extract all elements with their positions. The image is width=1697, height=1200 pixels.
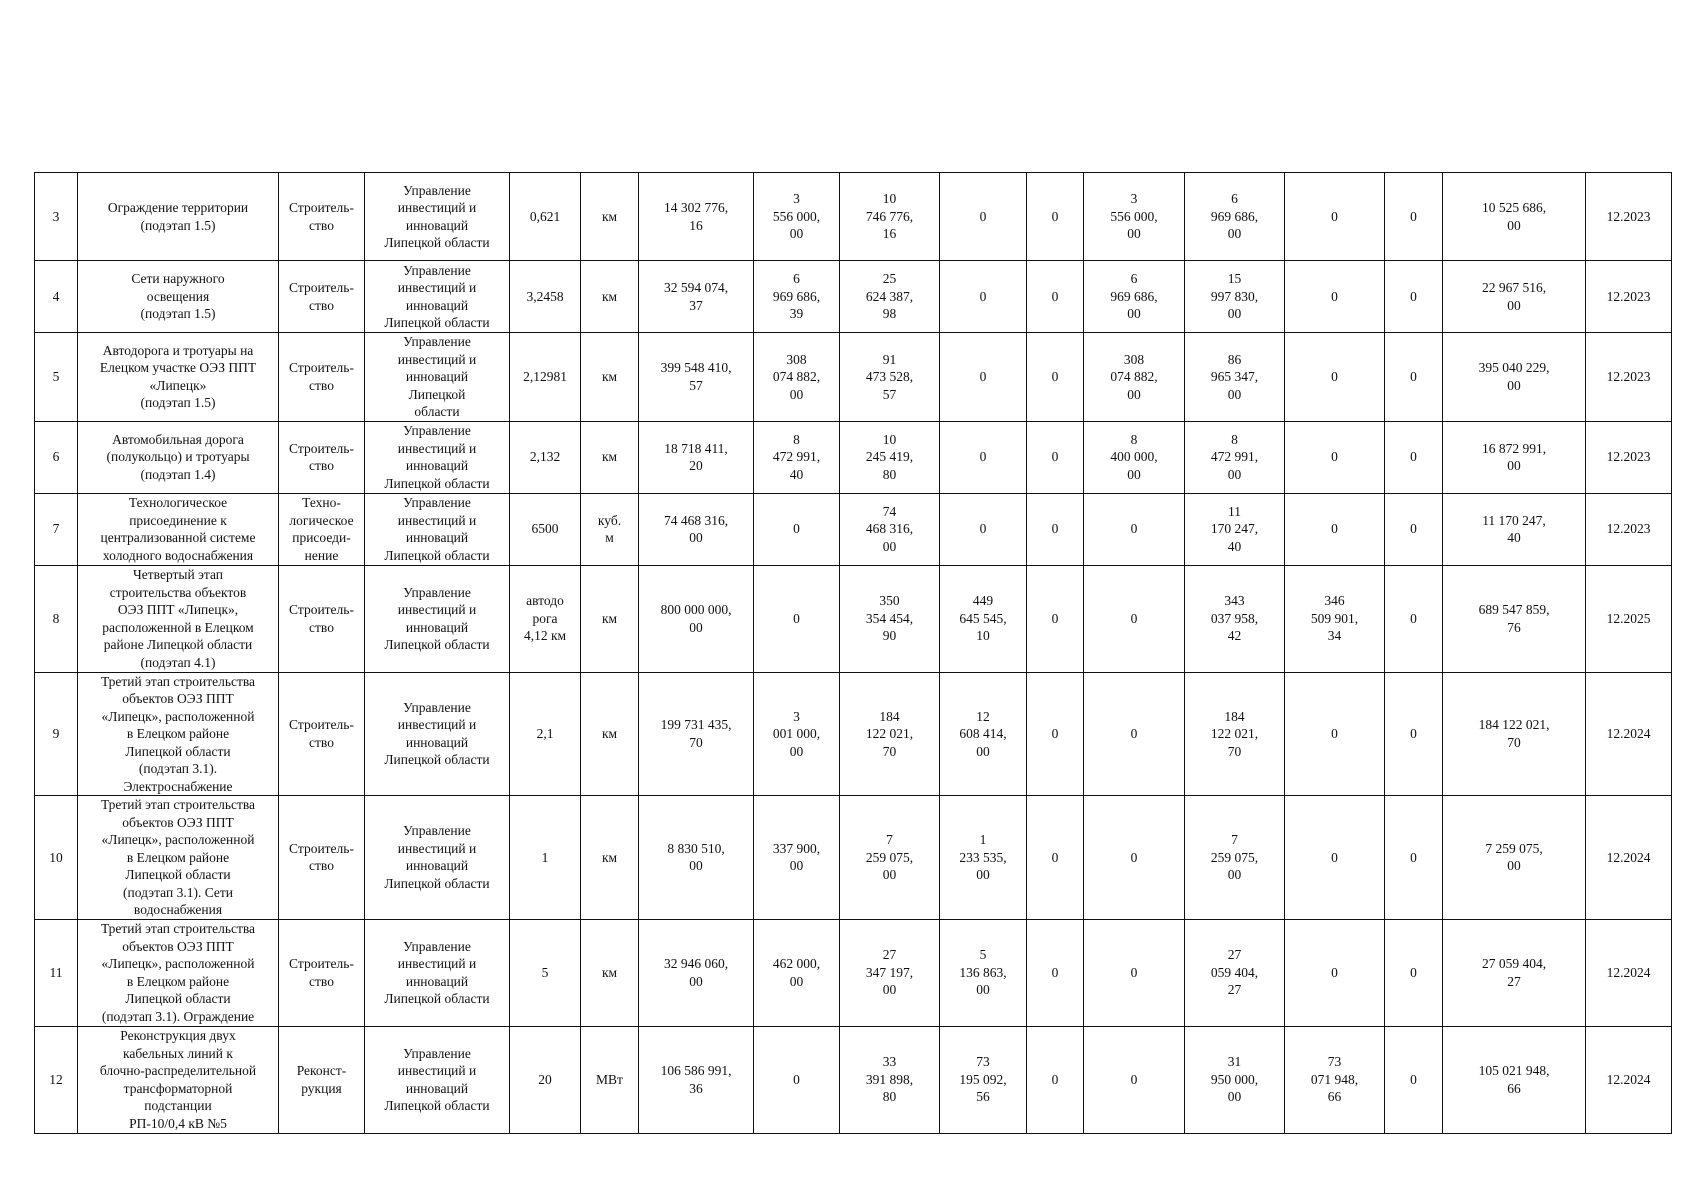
row-number-cell: 9: [35, 672, 78, 796]
table-cell: 350 354 454, 90: [840, 565, 940, 672]
row-number-cell: 12: [35, 1026, 78, 1133]
table-cell: 12.2024: [1586, 672, 1672, 796]
table-cell: 0: [1385, 261, 1443, 333]
table-cell: Строитель- ство: [279, 919, 365, 1026]
table-cell: 10 746 776, 16: [840, 173, 940, 261]
table-row: [35, 261, 1672, 333]
table-cell: 33 391 898, 80: [840, 1026, 940, 1133]
table-cell: 689 547 859, 76: [1443, 565, 1586, 672]
table-cell: Управление инвестиций и инноваций Липецкой области: [365, 333, 510, 422]
table-cell: 74 468 316, 00: [639, 493, 754, 565]
table-cell: 106 586 991, 36: [639, 1026, 754, 1133]
table-cell: км: [581, 333, 639, 422]
table-cell: 0: [1084, 493, 1185, 565]
table-cell: Третий этап строительства объектов ОЭЗ ППТ «Липецк», расположенной в Елецком районе Липецкой области (подэтап 3.1). Электроснабжение: [78, 672, 279, 796]
table-cell: 11 170 247, 40: [1443, 493, 1586, 565]
row-number-cell: 5: [35, 333, 78, 422]
table-cell: 74 468 316, 00: [840, 493, 940, 565]
table-cell: куб. м: [581, 493, 639, 565]
table-row: [35, 421, 1672, 493]
table-cell: 0: [1084, 796, 1185, 920]
table-row: [35, 919, 1672, 1026]
table-cell: 105 021 948, 66: [1443, 1026, 1586, 1133]
table-cell: 3,2458: [510, 261, 581, 333]
table-cell: Сети наружного освещения (подэтап 1.5): [78, 261, 279, 333]
table-cell: 5 136 863, 00: [940, 919, 1027, 1026]
table-cell: МВт: [581, 1026, 639, 1133]
table-row: [35, 173, 1672, 261]
table-cell: 8 400 000, 00: [1084, 421, 1185, 493]
table-cell: 0: [754, 565, 840, 672]
table-cell: 12.2025: [1586, 565, 1672, 672]
table-cell: 0: [940, 421, 1027, 493]
table-cell: 395 040 229, 00: [1443, 333, 1586, 422]
table-cell: 0: [940, 173, 1027, 261]
table-cell: 2,1: [510, 672, 581, 796]
row-number-cell: 4: [35, 261, 78, 333]
table-cell: 12.2023: [1586, 421, 1672, 493]
table-cell: Управление инвестиций и инноваций Липецкой области: [365, 1026, 510, 1133]
table-cell: 3 001 000, 00: [754, 672, 840, 796]
table-row: [35, 493, 1672, 565]
table-cell: Строитель- ство: [279, 261, 365, 333]
table-cell: 2,12981: [510, 333, 581, 422]
table-cell: 22 967 516, 00: [1443, 261, 1586, 333]
table-cell: Строитель- ство: [279, 796, 365, 920]
table-cell: 308 074 882, 00: [1084, 333, 1185, 422]
table-cell: км: [581, 261, 639, 333]
table-cell: 0: [1285, 493, 1385, 565]
table-cell: Управление инвестиций и инноваций Липецкой области: [365, 672, 510, 796]
table-cell: 12.2024: [1586, 1026, 1672, 1133]
table-cell: 12.2023: [1586, 173, 1672, 261]
table-cell: 0: [1285, 261, 1385, 333]
table-cell: 0: [1027, 493, 1084, 565]
table-cell: 73 071 948, 66: [1285, 1026, 1385, 1133]
row-number-cell: 6: [35, 421, 78, 493]
table-cell: 0: [1385, 421, 1443, 493]
table-row: [35, 672, 1672, 796]
table-cell: 199 731 435, 70: [639, 672, 754, 796]
table-cell: 0: [1385, 565, 1443, 672]
table-cell: км: [581, 173, 639, 261]
table-cell: 20: [510, 1026, 581, 1133]
table-cell: 7 259 075, 00: [1185, 796, 1285, 920]
table-cell: 0: [1285, 333, 1385, 422]
table-cell: 800 000 000, 00: [639, 565, 754, 672]
table-cell: 0: [1285, 173, 1385, 261]
table-row: [35, 796, 1672, 920]
table-cell: 0: [1027, 421, 1084, 493]
table-cell: Ограждение территории (подэтап 1.5): [78, 173, 279, 261]
table-cell: 27 059 404, 27: [1443, 919, 1586, 1026]
table-cell: 6 969 686, 39: [754, 261, 840, 333]
table-cell: 7 259 075, 00: [840, 796, 940, 920]
table-cell: 0: [1027, 672, 1084, 796]
table-cell: 0: [1385, 173, 1443, 261]
table-cell: 73 195 092, 56: [940, 1026, 1027, 1133]
table-cell: км: [581, 565, 639, 672]
table-cell: 0: [754, 1026, 840, 1133]
table-cell: 343 037 958, 42: [1185, 565, 1285, 672]
table-cell: 12 608 414, 00: [940, 672, 1027, 796]
table-cell: Управление инвестиций и инноваций Липецкой области: [365, 493, 510, 565]
table-cell: Управление инвестиций и инноваций Липецкой области: [365, 565, 510, 672]
table-cell: км: [581, 421, 639, 493]
table-cell: 2,132: [510, 421, 581, 493]
table-cell: 0: [940, 333, 1027, 422]
table-cell: 25 624 387, 98: [840, 261, 940, 333]
table-row: [35, 1026, 1672, 1133]
table-row: [35, 333, 1672, 422]
table-cell: 12.2024: [1586, 919, 1672, 1026]
table-cell: 27 059 404, 27: [1185, 919, 1285, 1026]
table-cell: 6500: [510, 493, 581, 565]
table-cell: 8 472 991, 00: [1185, 421, 1285, 493]
table-cell: 12.2023: [1586, 261, 1672, 333]
table-cell: Управление инвестиций и инноваций Липецкой области: [365, 173, 510, 261]
table-cell: 0: [1027, 1026, 1084, 1133]
table-cell: Автодорога и тротуары на Елецком участке ОЭЗ ППТ «Липецк» (подэтап 1.5): [78, 333, 279, 422]
table-cell: 346 509 901, 34: [1285, 565, 1385, 672]
table-cell: 31 950 000, 00: [1185, 1026, 1285, 1133]
table-cell: 0: [1385, 333, 1443, 422]
table-cell: 0: [1084, 672, 1185, 796]
row-number-cell: 3: [35, 173, 78, 261]
table-cell: км: [581, 919, 639, 1026]
table-cell: 12.2023: [1586, 493, 1672, 565]
investment-projects-table: [34, 172, 1672, 1134]
table-cell: 12.2023: [1586, 333, 1672, 422]
table-cell: Автомобильная дорога (полукольцо) и тротуары (подэтап 1.4): [78, 421, 279, 493]
table-cell: 0: [754, 493, 840, 565]
table-cell: 11 170 247, 40: [1185, 493, 1285, 565]
table-cell: 184 122 021, 70: [840, 672, 940, 796]
table-cell: 32 946 060, 00: [639, 919, 754, 1026]
table-cell: 6 969 686, 00: [1185, 173, 1285, 261]
table-cell: 0: [1385, 1026, 1443, 1133]
table-cell: 32 594 074, 37: [639, 261, 754, 333]
table-cell: 12.2024: [1586, 796, 1672, 920]
table-cell: 0: [1285, 421, 1385, 493]
table-cell: 8 472 991, 40: [754, 421, 840, 493]
table-cell: 91 473 528, 57: [840, 333, 940, 422]
table-cell: Управление инвестиций и инноваций Липецкой области: [365, 421, 510, 493]
table-cell: 10 525 686, 00: [1443, 173, 1586, 261]
row-number-cell: 10: [35, 796, 78, 920]
table-cell: 27 347 197, 00: [840, 919, 940, 1026]
table-cell: 15 997 830, 00: [1185, 261, 1285, 333]
table-cell: 7 259 075, 00: [1443, 796, 1586, 920]
table-cell: Третий этап строительства объектов ОЭЗ ППТ «Липецк», расположенной в Елецком районе Липецкой области (подэтап 3.1). Сети водоснабжения: [78, 796, 279, 920]
table-cell: 0: [1027, 333, 1084, 422]
table-cell: 308 074 882, 00: [754, 333, 840, 422]
table-cell: автодо рога 4,12 км: [510, 565, 581, 672]
table-cell: 449 645 545, 10: [940, 565, 1027, 672]
table-cell: 0,621: [510, 173, 581, 261]
table-cell: Реконст- рукция: [279, 1026, 365, 1133]
table-cell: 0: [1285, 796, 1385, 920]
table-cell: 5: [510, 919, 581, 1026]
table-cell: Строитель- ство: [279, 672, 365, 796]
table-cell: 0: [1385, 919, 1443, 1026]
table-cell: 86 965 347, 00: [1185, 333, 1285, 422]
table-row: [35, 565, 1672, 672]
table-cell: Реконструкция двух кабельных линий к блочно-распределительной трансформаторной подстанции РП-10/0,4 кВ №5: [78, 1026, 279, 1133]
table-cell: 0: [1385, 493, 1443, 565]
table-cell: 1: [510, 796, 581, 920]
table-cell: 0: [1084, 919, 1185, 1026]
row-number-cell: 8: [35, 565, 78, 672]
table-cell: 0: [940, 261, 1027, 333]
table-cell: Строитель- ство: [279, 173, 365, 261]
table-cell: 184 122 021, 70: [1443, 672, 1586, 796]
table-cell: км: [581, 672, 639, 796]
table-cell: 0: [1385, 796, 1443, 920]
table-cell: км: [581, 796, 639, 920]
table-cell: 0: [1027, 565, 1084, 672]
table-cell: 0: [1027, 261, 1084, 333]
table-cell: 0: [1084, 565, 1185, 672]
table-cell: 337 900, 00: [754, 796, 840, 920]
table-cell: Строитель- ство: [279, 421, 365, 493]
table-cell: Строитель- ство: [279, 333, 365, 422]
table-cell: 0: [1084, 1026, 1185, 1133]
table-cell: Управление инвестиций и инноваций Липецкой области: [365, 261, 510, 333]
table-cell: 0: [1027, 796, 1084, 920]
table-cell: 0: [1285, 672, 1385, 796]
table-cell: 8 830 510, 00: [639, 796, 754, 920]
table-cell: Технологическое присоединение к централизованной системе холодного водоснабжения: [78, 493, 279, 565]
table-cell: Управление инвестиций и инноваций Липецкой области: [365, 919, 510, 1026]
table-cell: 0: [1027, 919, 1084, 1026]
table-cell: 3 556 000, 00: [754, 173, 840, 261]
table-cell: 6 969 686, 00: [1084, 261, 1185, 333]
table-cell: 16 872 991, 00: [1443, 421, 1586, 493]
table-cell: Техно- логическое присоеди- нение: [279, 493, 365, 565]
table-cell: 1 233 535, 00: [940, 796, 1027, 920]
table-cell: 399 548 410, 57: [639, 333, 754, 422]
table-cell: 462 000, 00: [754, 919, 840, 1026]
row-number-cell: 7: [35, 493, 78, 565]
table-cell: 14 302 776, 16: [639, 173, 754, 261]
table-cell: Третий этап строительства объектов ОЭЗ ППТ «Липецк», расположенной в Елецком районе Липецкой области (подэтап 3.1). Ограждение: [78, 919, 279, 1026]
table-cell: 184 122 021, 70: [1185, 672, 1285, 796]
table-cell: Управление инвестиций и инноваций Липецкой области: [365, 796, 510, 920]
table-cell: 0: [1027, 173, 1084, 261]
table-cell: 3 556 000, 00: [1084, 173, 1185, 261]
table-cell: 0: [1385, 672, 1443, 796]
row-number-cell: 11: [35, 919, 78, 1026]
table-cell: 0: [1285, 919, 1385, 1026]
table-cell: Строитель- ство: [279, 565, 365, 672]
table-cell: 0: [940, 493, 1027, 565]
table-cell: 18 718 411, 20: [639, 421, 754, 493]
table-cell: Четвертый этап строительства объектов ОЭЗ ППТ «Липецк», расположенной в Елецком районе Липецкой области (подэтап 4.1): [78, 565, 279, 672]
table-cell: 10 245 419, 80: [840, 421, 940, 493]
